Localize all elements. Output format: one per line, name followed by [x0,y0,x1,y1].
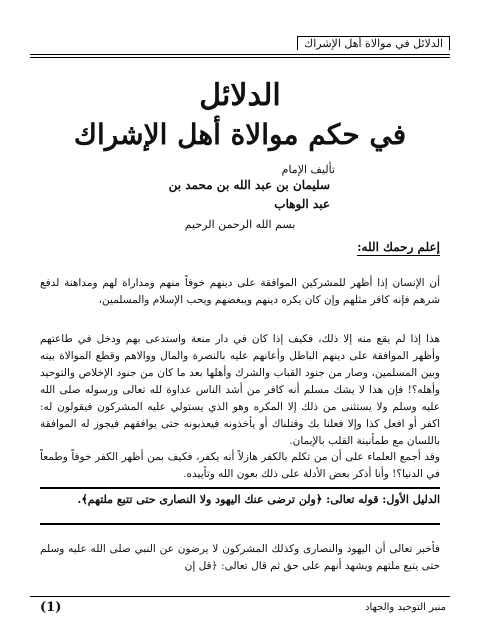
evidence-heading: الدليل الأول: قوله تعالى: ﴿ولن ترضى عنك اليهود ولا النصارى حتى تتبع ملتهم﴾. [77,493,440,506]
author-name: سليمان بن عبد الله بن محمد بن عبد الوهاب [168,178,330,211]
footer-rule [30,596,450,597]
running-header [30,34,450,55]
basmala: بسم الله الرحمن الرحيم [184,218,296,231]
evidence-heading-box [40,487,440,525]
paragraph-1: أن الإنسان إذا أظهر للمشركين الموافقة على دينهم خوفاً منهم ومداراة لهم ومداهنة لدفع شرهم فإنه كافر مثلهم وإن كان يكره دينهم ويبغضهم ويحب الإسلام والمسلمين، [40,276,440,306]
paragraph-4: فأخبر تعالى أن اليهود والنصارى وكذلك المشركون لا يرضون عن النبي صلى الله عليه وسلم حتى يتبع ملتهم ويشهد أنهم على حق ثم قال تعالى: ﴿قل إن [40,542,440,572]
section-heading: إعلم رحمك الله: [357,240,440,254]
running-title: الدلائل في موالاة أهل الإشراك [297,36,450,50]
book-title: الدلائل [199,78,281,113]
author-label: تأليف الإمام [281,163,335,176]
paragraph-2: هذا إذا لم يقع منه إلا ذلك، فكيف إذا كان في دار منعة واستدعى بهم ودخل في طاعتهم وأظهر الموافقة على دينهم الباطل وأعانهم عليه بالنصرة والمال ووالاهم وقطع الموالاة بينه وبين المسلمين، وصار من جنود القباب والشرك وأهلها بعد ما كان من جنود الإخلاص والتوحيد وأهله؟! فإن هذا لا يشك مسلم أنه كافر من أشد الناس عداوة لله تعالى ورسوله صلى الله عليه وسلم ولا يستثنى من ذلك إلا المكره وهو الذي يستولي عليه المشركون فيقولون له: اكفر أو افعل كذا وإلا فعلنا بك وقتلناك أو يأخذونه فيعذبونه حتى يوافقهم فيجوز له الموافقة باللسان مع طمأنينة القلب بالإيمان. [40,332,440,447]
header-rule [30,57,450,58]
paragraph-3: وقد أجمع العلماء على أن من تكلم بالكفر هازلاً أنه يكفر، فكيف بمن أظهر الكفر خوفاً وطمعاً في الدنيا؟! وأنا أذكر بعض الأدلة على ذلك بعون الله وتأييده. [40,450,440,480]
footer-source: منبر التوحيد والجهاد [365,602,446,613]
page-number: (1) [40,600,62,615]
book-subtitle: في حكم موالاة أهل الإشراك [73,118,407,151]
